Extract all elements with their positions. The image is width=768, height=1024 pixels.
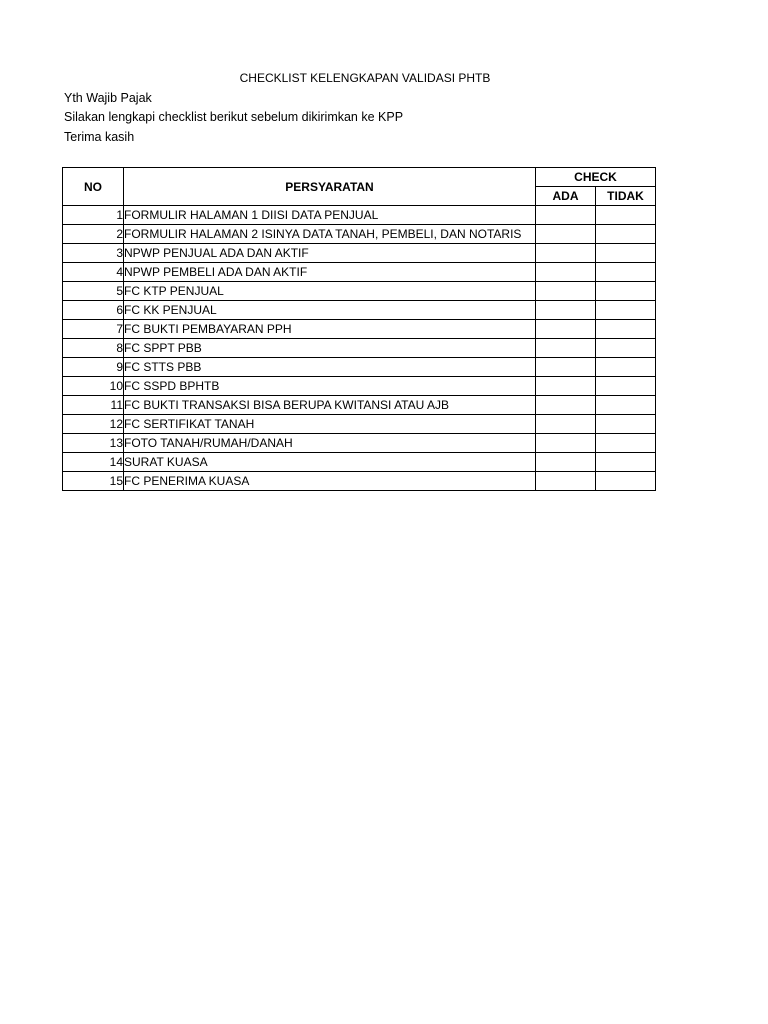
check-tidak-cell[interactable] [596, 453, 656, 472]
row-number: 1 [63, 206, 124, 225]
requirement-text: FORMULIR HALAMAN 1 DIISI DATA PENJUAL [124, 206, 536, 225]
table-row [63, 263, 656, 282]
requirement-text: FC SERTIFIKAT TANAH [124, 415, 536, 434]
instruction-line: Silakan lengkapi checklist berikut sebelum dikirimkan ke KPP [64, 110, 404, 124]
table-row [63, 377, 656, 396]
check-ada-cell[interactable] [536, 339, 596, 358]
table-row [63, 206, 656, 225]
table-row [63, 396, 656, 415]
check-tidak-cell[interactable] [596, 358, 656, 377]
check-tidak-cell[interactable] [596, 225, 656, 244]
row-number: 9 [63, 358, 124, 377]
check-ada-cell[interactable] [536, 301, 596, 320]
row-number: 3 [63, 244, 124, 263]
check-ada-cell[interactable] [536, 206, 596, 225]
table-row [63, 282, 656, 301]
table-row [63, 415, 656, 434]
check-ada-cell[interactable] [536, 396, 596, 415]
header-check: CHECK [536, 168, 656, 187]
check-ada-cell[interactable] [536, 320, 596, 339]
check-ada-cell[interactable] [536, 377, 596, 396]
table-row [63, 358, 656, 377]
row-number: 12 [63, 415, 124, 434]
requirement-text: NPWP PEMBELI ADA DAN AKTIF [124, 263, 536, 282]
check-tidak-cell[interactable] [596, 301, 656, 320]
requirement-text: FOTO TANAH/RUMAH/DANAH [124, 434, 536, 453]
check-tidak-cell[interactable] [596, 206, 656, 225]
check-ada-cell[interactable] [536, 263, 596, 282]
row-number: 7 [63, 320, 124, 339]
requirement-text: FC KK PENJUAL [124, 301, 536, 320]
header-ada: ADA [536, 187, 596, 206]
check-ada-cell[interactable] [536, 244, 596, 263]
row-number: 4 [63, 263, 124, 282]
row-number: 14 [63, 453, 124, 472]
check-tidak-cell[interactable] [596, 244, 656, 263]
check-ada-cell[interactable] [536, 434, 596, 453]
header-tidak: TIDAK [596, 187, 656, 206]
checklist-table [62, 167, 656, 491]
row-number: 11 [63, 396, 124, 415]
requirement-text: FC PENERIMA KUASA [124, 472, 536, 491]
requirement-text: NPWP PENJUAL ADA DAN AKTIF [124, 244, 536, 263]
check-tidak-cell[interactable] [596, 320, 656, 339]
requirement-text: FC BUKTI PEMBAYARAN PPH [124, 320, 536, 339]
requirement-text: FC KTP PENJUAL [124, 282, 536, 301]
row-number: 13 [63, 434, 124, 453]
check-ada-cell[interactable] [536, 472, 596, 491]
check-ada-cell[interactable] [536, 453, 596, 472]
requirement-text: SURAT KUASA [124, 453, 536, 472]
row-number: 2 [63, 225, 124, 244]
table-row [63, 225, 656, 244]
table-row [63, 301, 656, 320]
check-ada-cell[interactable] [536, 282, 596, 301]
row-number: 5 [63, 282, 124, 301]
check-tidak-cell[interactable] [596, 263, 656, 282]
row-number: 6 [63, 301, 124, 320]
row-number: 15 [63, 472, 124, 491]
requirement-text: FORMULIR HALAMAN 2 ISINYA DATA TANAH, PEMBELI, DAN NOTARIS [124, 225, 536, 244]
row-number: 10 [63, 377, 124, 396]
table-row [63, 244, 656, 263]
requirement-text: FC SPPT PBB [124, 339, 536, 358]
check-tidak-cell[interactable] [596, 472, 656, 491]
table-row [63, 339, 656, 358]
closing-line: Terima kasih [64, 130, 135, 144]
header-no: NO [63, 168, 124, 206]
requirement-text: FC SSPD BPHTB [124, 377, 536, 396]
checklist-rows [63, 206, 656, 491]
table-row [63, 434, 656, 453]
check-tidak-cell[interactable] [596, 377, 656, 396]
check-ada-cell[interactable] [536, 415, 596, 434]
check-tidak-cell[interactable] [596, 396, 656, 415]
row-number: 8 [63, 339, 124, 358]
check-ada-cell[interactable] [536, 358, 596, 377]
check-tidak-cell[interactable] [596, 415, 656, 434]
greeting-line: Yth Wajib Pajak [64, 91, 152, 105]
header-requirement: PERSYARATAN [124, 168, 536, 206]
document-title: CHECKLIST KELENGKAPAN VALIDASI PHTB [239, 71, 491, 85]
requirement-text: FC STTS PBB [124, 358, 536, 377]
check-tidak-cell[interactable] [596, 339, 656, 358]
table-row [63, 320, 656, 339]
table-row [63, 472, 656, 491]
check-ada-cell[interactable] [536, 225, 596, 244]
check-tidak-cell[interactable] [596, 434, 656, 453]
requirement-text: FC BUKTI TRANSAKSI BISA BERUPA KWITANSI ATAU AJB [124, 396, 536, 415]
check-tidak-cell[interactable] [596, 282, 656, 301]
table-row [63, 453, 656, 472]
